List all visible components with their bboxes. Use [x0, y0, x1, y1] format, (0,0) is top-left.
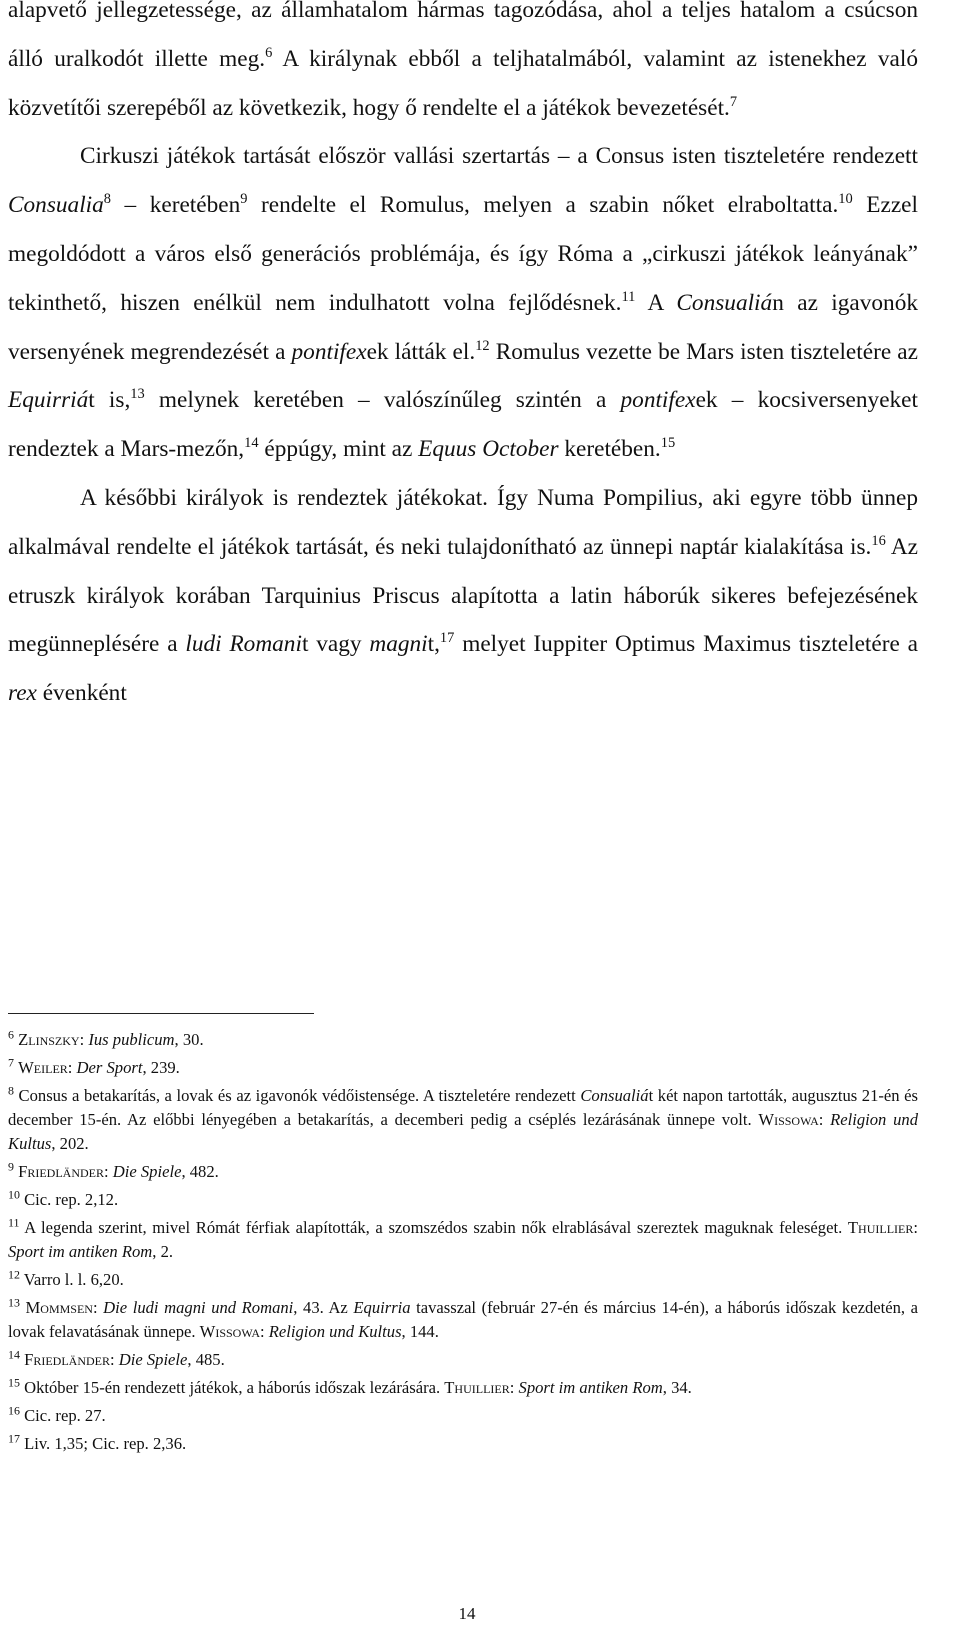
footnote-ref: 11	[621, 289, 636, 306]
paragraph: alapvető jellegzetessége, az államhatalom hármas tagozódása, ahol a teljes hatalom a csúcson álló uralkodót illette meg.$^6$ A királynak ebből a teljhatalmából, valamint az istenekhez való közvetítői szerepéből az következik, hogy ő rendelte el a játékok bevezetését.$^7$	[8, 0, 919, 121]
footnote-ref: 12	[475, 337, 490, 354]
italic-text: Sport im antiken Rom	[8, 1242, 153, 1261]
italic-text: Religion und Kultus	[8, 1110, 918, 1153]
italic-text: Der Sport	[76, 1058, 143, 1077]
italic-text: Die Spiele	[118, 1350, 188, 1369]
footnote-ref: 17	[8, 1431, 20, 1446]
footnotes	[8, 1028, 918, 1460]
italic-text: Die Spiele	[112, 1162, 182, 1181]
footnote-ref: 6	[8, 1027, 14, 1042]
italic-text: pontifex	[291, 338, 367, 365]
footnote: $^{15}$ Október 15-én rendezett játékok, a háborús időszak lezárására. Thuillier: Sport im antiken Rom, 34.	[8, 1375, 692, 1397]
footnote: $^9$ Friedländer: Die Spiele, 482.	[8, 1159, 219, 1181]
footnote-ref: 13	[130, 386, 145, 403]
italic-text: Religion und Kultus	[268, 1322, 402, 1341]
author-name: Wissowa	[199, 1322, 261, 1341]
footnote-ref: 16	[871, 533, 886, 549]
italic-text: Sport im antiken Rom	[518, 1378, 663, 1397]
italic-text: pontifex	[620, 387, 696, 414]
footnote-ref: 7	[729, 93, 738, 110]
italic-text: Ius publicum	[88, 1030, 175, 1049]
footnote-ref: 13	[8, 1295, 20, 1310]
footnote: $^{13}$ Mommsen: Die ludi magni und Romani, 43. Az Equirria tavasszal (február 27-én és március 14-én), a háborús időszak kezdetén, a lovak felavatásának ünnepe. Wissowa: Religion und Kultus, 144.	[8, 1295, 918, 1341]
author-name: Friedländer	[18, 1162, 105, 1181]
italic-text: Equus October	[418, 436, 559, 463]
footnote: $^{14}$ Friedländer: Die Spiele, 485.	[8, 1347, 225, 1369]
footnote-ref: 14	[8, 1347, 20, 1362]
italic-text: Die ludi magni und Romani	[103, 1298, 294, 1317]
footnote-ref: 9	[240, 191, 248, 208]
footnote-separator	[8, 1013, 314, 1014]
footnote: $^{12}$ Varro l. l. 6,20.	[8, 1267, 124, 1289]
italic-text: magni	[369, 631, 428, 658]
footnote-ref: 9	[8, 1159, 14, 1174]
author-name: Thuillier	[847, 1218, 914, 1237]
author-name: Mommsen	[25, 1298, 93, 1317]
footnote-ref: 11	[8, 1215, 20, 1230]
author-name: Thuillier	[444, 1378, 510, 1397]
italic-text: Equirria	[353, 1298, 411, 1317]
body-text	[8, 0, 918, 718]
italic-text: Consualia	[8, 192, 104, 219]
footnote-ref: 17	[439, 630, 455, 647]
page-number: 14	[458, 1604, 476, 1623]
footnote-ref: 12	[8, 1267, 20, 1282]
author-name: Zlinszky	[18, 1030, 80, 1049]
footnote-ref: 7	[8, 1055, 14, 1070]
footnote-ref: 8	[8, 1083, 14, 1098]
footnote-ref: 16	[8, 1403, 20, 1418]
footnote: $^7$ Weiler: Der Sport, 239.	[8, 1055, 180, 1077]
footnote-ref: 10	[8, 1187, 20, 1202]
italic-text: Consualiá	[580, 1086, 649, 1105]
footnote-ref: 10	[838, 191, 853, 208]
author-name: Wissowa	[758, 1110, 819, 1129]
footnote: $^{10}$ Cic. rep. 2,12.	[8, 1187, 119, 1209]
footnote: $^{16}$ Cic. rep. 27.	[8, 1403, 106, 1425]
italic-text: ludi Romani	[185, 631, 302, 658]
footnote: $^{11}$ A legenda szerint, mivel Rómát férfiak alapították, a szomszédos szabin nők elrablásával szereztek maguknak feleséget. Thuillier: Sport im antiken Rom, 2.	[8, 1215, 918, 1261]
paragraph: Cirkuszi játékok tartását először vallási szertartás – a Consus isten tiszteletére rendezett Consualia$^8$ – keretében$^9$ rendelte el Romulus, melyen a szabin nőket elraboltatta.$^{10}$ Ezzel megoldódott a város első generációs problémája, és így Róma a „cirkuszi játékok leányának” tekinthető, hiszen enélkül nem indulhatott volna fejlődésnek.$^{11}$ A Consualián az igavonók versenyének megrendezését a pontifexek látták el.$^{12}$ Romulus vezette be Mars isten tiszteletére az Equirriát is,$^{13}$ melynek keretében – valószínűleg szintén a pontifexek – kocsiversenyeket rendeztek a Mars-mezőn,$^{14}$ éppúgy, mint az Equus October keretében.$^{15}$	[8, 143, 918, 463]
footnote: $^8$ Consus a betakarítás, a lovak és az igavonók védőistensége. A tiszteletére rendezett Consualiát két napon tartották, augusztus 21-én és december 15-én. Az előbbi lényegében a betakarítás, a decemberi pedig a cséplés lezárásának ünnepe volt. Wissowa: Religion und Kultus, 202.	[8, 1083, 918, 1153]
italic-text: rex	[8, 680, 37, 707]
paragraph: A későbbi királyok is rendeztek játékokat. Így Numa Pompilius, aki egyre több ünnep alkalmával rendelte el játékok tartását, és neki tulajdonítható az ünnepi naptár kialakítása is.$^{16}$ Az etruszk királyok korában Tarquinius Priscus alapította a latin háborúk sikeres befejezésének megünneplésére a ludi Romanit vagy magnit,$^{17}$ melyet Iuppiter Optimus Maximus tiszteletére a rex évenként	[8, 484, 918, 707]
footnote-ref: 15	[8, 1375, 20, 1390]
footnote-ref: 6	[265, 45, 273, 62]
italic-text: Equirriá	[8, 387, 89, 414]
footnote: $^6$ Zlinszky: Ius publicum, 30.	[8, 1027, 204, 1049]
author-name: Weiler	[18, 1058, 68, 1077]
author-name: Friedländer	[24, 1350, 110, 1369]
footnote-ref: 14	[244, 435, 259, 452]
footnote-ref: 8	[103, 191, 112, 208]
italic-text: Consualiá	[676, 289, 773, 316]
footnote: $^{17}$ Liv. 1,35; Cic. rep. 2,36.	[8, 1431, 187, 1453]
footnote-ref: 15	[660, 435, 676, 452]
